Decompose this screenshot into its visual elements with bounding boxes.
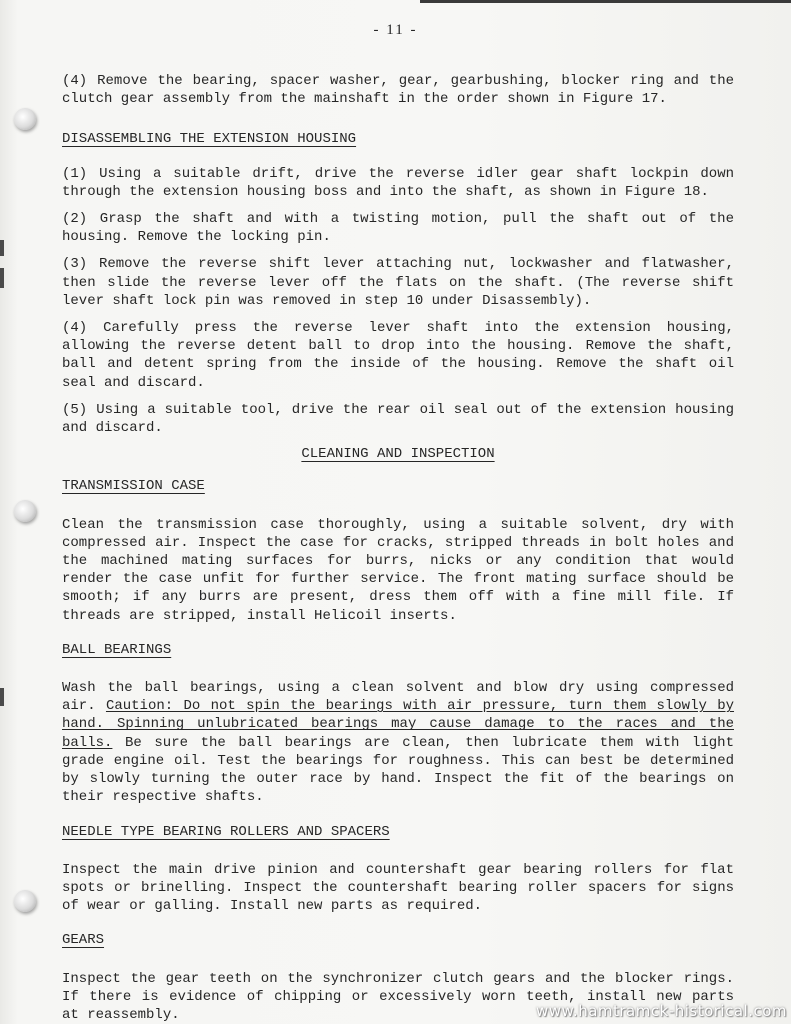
transmission-case-body: Clean the transmission case thoroughly, using a suitable solvent, dry with compressed air. Inspect the case for cracks, stripped threads in bolt holes and the machined mating surfaces for burrs, nicks or any condition that would render the case unfit for further service. The front mating surface should be smooth; if any burrs are present, dress them off with a fine mill file. If threads are stripped, install Helicoil inserts. [62, 516, 734, 624]
scan-edge-mark [0, 688, 4, 706]
extension-step-1: (1) Using a suitable drift, drive the reverse idler gear shaft lockpin down through the extension housing boss and into the shaft, as shown in Figure 18. [62, 165, 734, 200]
needle-bearings-heading: NEEDLE TYPE BEARING ROLLERS AND SPACERS [62, 823, 390, 840]
ball-bearings-intro: Wash the ball bearings, using a clean solvent and blow dry using compressed air. [62, 680, 734, 715]
ball-bearings-body [62, 679, 734, 806]
gears-body: Inspect the gear teeth on the synchronizer clutch gears and the blocker rings. If there is evidence of chipping or excessively worn teeth, install new parts at reassembly. [62, 970, 734, 1023]
extension-step-4: (4) Carefully press the reverse lever shaft into the extension housing, allowing the reverse detent ball to drop into the housing. Remove the shaft, ball and detent spring from the inside of the housing. Remove the shaft oil seal and discard. [62, 320, 734, 391]
extension-step-3: (3) Remove the reverse shift lever attaching nut, lockwasher and flatwasher, then slide the reverse lever off the flats on the shaft. (The reverse shift lever shaft lock pin was removed in step 10 under Disassembly). [62, 256, 734, 309]
website-watermark: www.hamtramck-historical.com [536, 1002, 787, 1020]
ball-bearings-caution: Caution: Do not spin the bearings with air pressure, turn them slowly by hand. Spinning unlubricated bearings may cause damage to the races and the balls. [62, 698, 735, 751]
document-body [62, 72, 734, 1024]
mainshaft-step-4: (4) Remove the bearing, spacer washer, gear, gearbushing, blocker ring and the clutch gear assembly from the mainshaft in the order shown in Figure 17. [62, 73, 734, 108]
scan-edge-mark [0, 240, 4, 256]
extension-step-2: (2) Grasp the shaft and with a twisting motion, pull the shaft out of the housing. Remove the locking pin. [62, 211, 734, 246]
scan-edge-mark [0, 268, 4, 288]
binder-hole-icon [14, 108, 36, 130]
transmission-case-heading: TRANSMISSION CASE [62, 478, 205, 495]
page-number: - 11 - [373, 22, 418, 38]
ball-bearings-rest: Be sure the ball bearings are clean, then lubricate them with light grade engine oil. Test the bearings for roughness. This can best be determined by slowly turning the outer race by hand. Inspect the fit of the bearings on their respective shafts. [62, 734, 734, 806]
needle-bearings-body: Inspect the main drive pinion and countershaft gear bearing rollers for flat spots or brinelling. Inspect the countershaft bearing roller spacers for signs of wear or galling. Install new parts as required. [62, 861, 734, 915]
binder-hole-icon [14, 500, 36, 522]
extension-step-5: (5) Using a suitable tool, drive the rear oil seal out of the extension housing and discard. [62, 401, 734, 437]
extension-housing-heading: DISASSEMBLING THE EXTENSION HOUSING [62, 131, 357, 148]
binder-hole-icon [14, 890, 36, 912]
gears-heading: GEARS [62, 932, 105, 949]
ball-bearings-heading: BALL BEARINGS [62, 641, 172, 658]
cleaning-inspection-heading: CLEANING AND INSPECTION [301, 446, 495, 463]
page-top-edge [420, 0, 791, 3]
